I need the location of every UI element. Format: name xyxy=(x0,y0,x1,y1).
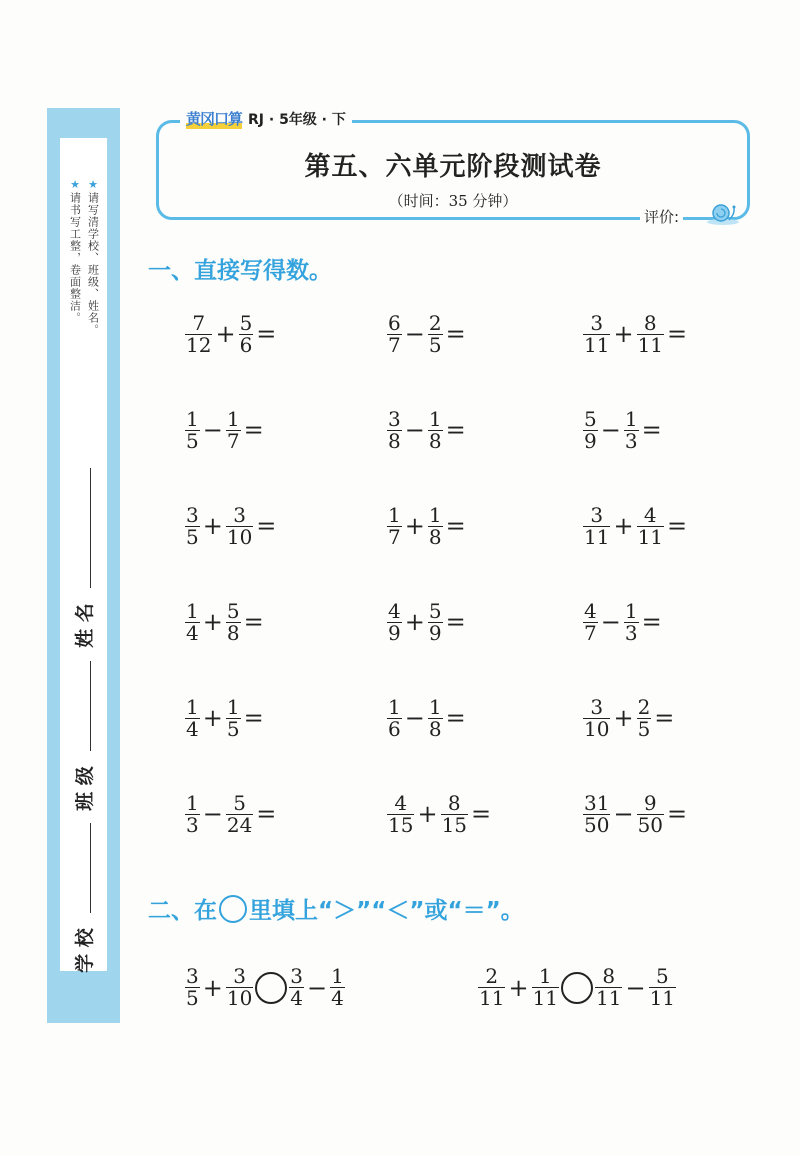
instructions xyxy=(60,178,107,478)
name-field[interactable] xyxy=(61,468,106,653)
fraction xyxy=(583,598,598,645)
numerator: 5 xyxy=(226,598,240,623)
denominator: 8 xyxy=(428,716,442,741)
numerator: 7 xyxy=(192,310,206,335)
instruction-1: ★请写清学校、班级、姓名。 xyxy=(86,178,100,336)
numerator: 1 xyxy=(226,694,240,719)
operator: − xyxy=(625,973,646,1002)
operator: − xyxy=(600,416,621,444)
denominator: 7 xyxy=(584,620,597,645)
numerator: 4 xyxy=(643,502,657,527)
numerator: 1 xyxy=(624,406,638,431)
numerator: 5 xyxy=(428,598,442,623)
operator: − xyxy=(613,800,634,828)
fraction xyxy=(595,966,622,1009)
fraction xyxy=(624,406,639,453)
denominator: 5 xyxy=(186,524,199,549)
snail-icon xyxy=(705,200,741,226)
fraction xyxy=(428,310,443,357)
fraction xyxy=(289,966,304,1009)
denominator: 3 xyxy=(624,620,638,645)
fraction xyxy=(239,310,254,357)
denominator: 5 xyxy=(186,986,199,1010)
fraction xyxy=(226,598,241,645)
problem-5[interactable] xyxy=(387,408,583,452)
problem-grid xyxy=(185,312,725,836)
denominator: 10 xyxy=(226,524,253,549)
fraction xyxy=(649,966,676,1009)
numerator: 31 xyxy=(584,790,610,815)
numerator: 1 xyxy=(428,502,442,527)
compare-problem-2 xyxy=(478,966,676,1009)
fraction xyxy=(428,502,443,549)
equals-sign: = xyxy=(445,512,466,540)
fraction xyxy=(387,694,402,741)
denominator: 4 xyxy=(186,716,199,741)
denominator: 8 xyxy=(428,524,442,549)
numerator: 3 xyxy=(186,502,199,527)
numerator: 6 xyxy=(388,310,401,335)
denominator: 6 xyxy=(388,716,401,741)
numerator: 5 xyxy=(584,406,597,431)
numerator: 8 xyxy=(447,790,461,815)
problem-16[interactable] xyxy=(185,792,387,836)
operator: − xyxy=(404,704,425,732)
denominator: 11 xyxy=(637,524,664,549)
fraction xyxy=(330,966,345,1009)
problem-7[interactable] xyxy=(185,504,387,548)
denominator: 3 xyxy=(186,812,199,837)
denominator: 8 xyxy=(226,620,240,645)
fraction xyxy=(226,502,253,549)
denominator: 4 xyxy=(186,620,199,645)
school-label: 学 校 xyxy=(74,928,96,973)
fraction xyxy=(583,790,610,837)
fraction xyxy=(185,406,200,453)
denominator: 4 xyxy=(331,986,344,1010)
numerator: 1 xyxy=(428,406,442,431)
fraction xyxy=(185,310,212,357)
name-label: 姓 名 xyxy=(74,603,96,648)
circle-icon xyxy=(219,895,247,923)
operator: − xyxy=(307,973,328,1002)
denominator: 5 xyxy=(226,716,240,741)
denominator: 15 xyxy=(388,812,414,837)
star-icon: ★ xyxy=(68,178,82,192)
fraction xyxy=(185,502,200,549)
fraction xyxy=(185,694,200,741)
page-title: 第五、六单元阶段测试卷 xyxy=(304,152,602,182)
answer-circle[interactable] xyxy=(255,972,287,1004)
numerator: 1 xyxy=(226,406,240,431)
fraction xyxy=(185,966,200,1009)
numerator: 1 xyxy=(388,502,401,527)
fraction xyxy=(226,966,253,1009)
numerator: 3 xyxy=(590,502,604,527)
operator: + xyxy=(215,320,236,348)
numerator: 9 xyxy=(643,790,657,815)
fraction xyxy=(387,310,402,357)
binding-strip xyxy=(47,108,120,1023)
denominator: 11 xyxy=(649,986,676,1010)
equals-sign: = xyxy=(256,800,277,828)
fraction xyxy=(428,406,443,453)
numerator: 1 xyxy=(186,598,199,623)
numerator: 4 xyxy=(584,598,597,623)
equals-sign: = xyxy=(667,512,688,540)
operator: + xyxy=(508,973,529,1002)
denominator: 9 xyxy=(388,620,401,645)
operator: + xyxy=(202,973,223,1002)
fraction xyxy=(428,598,443,645)
problem-6[interactable] xyxy=(583,408,725,452)
operator: + xyxy=(613,704,634,732)
denominator: 15 xyxy=(441,812,468,837)
numerator: 1 xyxy=(331,964,344,988)
numerator: 5 xyxy=(239,310,253,335)
class-line[interactable] xyxy=(90,661,93,751)
time-limit: （时间：35 分钟） xyxy=(388,192,518,210)
denominator: 11 xyxy=(479,986,505,1010)
operator: − xyxy=(600,608,621,636)
operator: + xyxy=(202,704,223,732)
numerator: 8 xyxy=(602,964,616,988)
numerator: 1 xyxy=(428,694,442,719)
problem-15[interactable] xyxy=(583,696,725,740)
equals-sign: = xyxy=(445,416,466,444)
fraction xyxy=(185,790,200,837)
operator: − xyxy=(404,320,425,348)
numerator: 3 xyxy=(388,406,401,431)
denominator: 12 xyxy=(186,332,212,357)
answer-circle[interactable] xyxy=(561,972,593,1004)
operator: + xyxy=(404,608,425,636)
operator: + xyxy=(404,512,425,540)
fraction xyxy=(637,502,664,549)
denominator: 10 xyxy=(226,986,253,1010)
denominator: 7 xyxy=(388,524,401,549)
fraction xyxy=(226,694,241,741)
denominator: 5 xyxy=(637,716,651,741)
brand xyxy=(180,108,352,129)
instruction-2: ★请书写工整，卷面整洁。 xyxy=(68,178,82,324)
compare-problem-1 xyxy=(185,966,345,1009)
denominator: 11 xyxy=(596,986,622,1010)
problem-11[interactable] xyxy=(387,600,583,644)
numerator: 3 xyxy=(233,964,246,988)
info-fields xyxy=(60,468,107,978)
fraction xyxy=(637,694,652,741)
denominator: 11 xyxy=(584,524,610,549)
equals-sign: = xyxy=(445,608,466,636)
numerator: 5 xyxy=(233,790,246,815)
denominator: 8 xyxy=(388,428,401,453)
section-2-title: 二、在 里填上“＞”“＜”或“＝”。 xyxy=(148,892,524,925)
operator: + xyxy=(613,512,634,540)
equals-sign: = xyxy=(243,608,264,636)
numerator: 8 xyxy=(643,310,657,335)
problem-12[interactable] xyxy=(583,600,725,644)
fraction xyxy=(428,694,443,741)
denominator: 8 xyxy=(428,428,442,453)
numerator: 1 xyxy=(186,694,199,719)
denominator: 7 xyxy=(388,332,401,357)
fraction xyxy=(226,790,253,837)
numerator: 2 xyxy=(428,310,442,335)
numerator: 3 xyxy=(186,964,199,988)
equals-sign: = xyxy=(667,800,688,828)
numerator: 1 xyxy=(186,406,199,431)
problem-2[interactable] xyxy=(387,312,583,356)
equals-sign: = xyxy=(641,416,662,444)
fraction xyxy=(583,310,610,357)
numerator: 5 xyxy=(655,964,669,988)
problem-18[interactable] xyxy=(583,792,725,836)
problem-1[interactable] xyxy=(185,312,387,356)
problem-4[interactable] xyxy=(185,408,387,452)
school-line[interactable] xyxy=(90,823,93,913)
fraction xyxy=(478,966,505,1009)
equals-sign: = xyxy=(243,704,264,732)
fraction xyxy=(387,598,402,645)
denominator: 5 xyxy=(428,332,442,357)
fraction xyxy=(583,406,598,453)
problem-8[interactable] xyxy=(387,504,583,548)
operator: + xyxy=(202,608,223,636)
numerator: 1 xyxy=(186,790,199,815)
fraction xyxy=(226,406,241,453)
section-1-title: 一、直接写得数。 xyxy=(148,258,332,284)
operator: + xyxy=(613,320,634,348)
equals-sign: = xyxy=(445,320,466,348)
fraction xyxy=(532,966,559,1009)
equals-sign: = xyxy=(243,416,264,444)
numerator: 2 xyxy=(485,964,499,988)
numerator: 4 xyxy=(388,598,401,623)
equals-sign: = xyxy=(641,608,662,636)
problem-10[interactable] xyxy=(185,600,387,644)
class-field[interactable] xyxy=(61,653,106,816)
equals-sign: = xyxy=(654,704,675,732)
problem-14[interactable] xyxy=(387,696,583,740)
fraction xyxy=(583,694,610,741)
denominator: 10 xyxy=(584,716,610,741)
numerator: 1 xyxy=(538,964,552,988)
fraction xyxy=(624,598,639,645)
numerator: 4 xyxy=(394,790,408,815)
fraction xyxy=(637,310,664,357)
fraction xyxy=(387,406,402,453)
score-label: 评价: xyxy=(640,206,683,227)
numerator: 3 xyxy=(590,310,604,335)
operator: − xyxy=(404,416,425,444)
denominator: 9 xyxy=(584,428,597,453)
denominator: 50 xyxy=(584,812,610,837)
numerator: 1 xyxy=(624,598,638,623)
operator: + xyxy=(417,800,438,828)
fraction xyxy=(387,502,402,549)
numerator: 1 xyxy=(388,694,401,719)
fraction xyxy=(441,790,468,837)
numerator: 3 xyxy=(290,964,304,988)
equals-sign: = xyxy=(471,800,492,828)
problem-3[interactable] xyxy=(583,312,725,356)
name-line[interactable] xyxy=(90,468,93,588)
problem-17[interactable] xyxy=(387,792,583,836)
operator: − xyxy=(202,416,223,444)
brand-logo: 黄冈口算 xyxy=(186,110,243,128)
denominator: 50 xyxy=(637,812,664,837)
denominator: 6 xyxy=(239,332,253,357)
denominator: 4 xyxy=(290,986,304,1010)
class-label: 班 级 xyxy=(74,765,96,811)
series-label: RJ · 5年级 · 下 xyxy=(248,111,346,128)
equals-sign: = xyxy=(667,320,688,348)
numerator: 3 xyxy=(233,502,246,527)
fraction xyxy=(583,502,610,549)
problem-13[interactable] xyxy=(185,696,387,740)
denominator: 11 xyxy=(532,986,559,1010)
operator: + xyxy=(202,512,223,540)
student-info-panel xyxy=(60,138,107,971)
equals-sign: = xyxy=(445,704,466,732)
star-icon: ★ xyxy=(86,178,100,192)
numerator: 3 xyxy=(590,694,604,719)
fraction xyxy=(637,790,664,837)
denominator: 11 xyxy=(637,332,664,357)
operator: − xyxy=(202,800,223,828)
numerator: 2 xyxy=(637,694,651,719)
equals-sign: = xyxy=(256,512,277,540)
denominator: 11 xyxy=(584,332,610,357)
fraction xyxy=(387,790,414,837)
equals-sign: = xyxy=(256,320,277,348)
denominator: 3 xyxy=(624,428,638,453)
fraction xyxy=(185,598,200,645)
denominator: 9 xyxy=(428,620,442,645)
problem-9[interactable] xyxy=(583,504,725,548)
school-field[interactable] xyxy=(61,816,106,979)
denominator: 7 xyxy=(226,428,240,453)
denominator: 24 xyxy=(226,812,253,837)
denominator: 5 xyxy=(186,428,199,453)
